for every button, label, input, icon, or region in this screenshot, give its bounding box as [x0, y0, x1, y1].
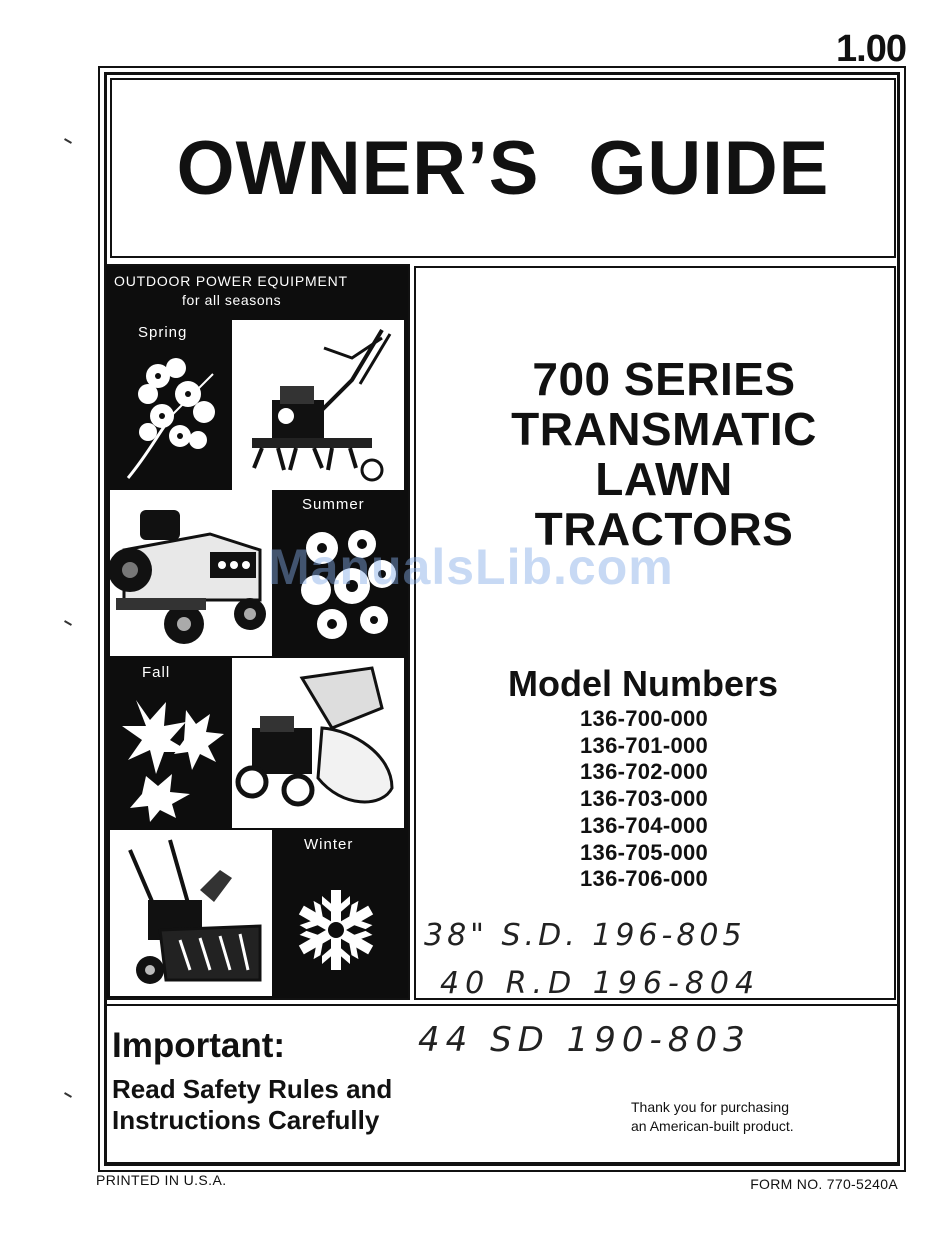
lawn-tractor-icon — [110, 490, 272, 656]
tiller-icon — [232, 320, 404, 490]
handwritten-note-1: 38" S.D. 196-805 — [424, 918, 746, 953]
margin-mark — [64, 620, 72, 626]
season-header-line2: for all seasons — [182, 292, 282, 308]
spring-flower-icon — [118, 354, 228, 482]
season-panel — [104, 264, 410, 1000]
product-title-line2: TRANSMATIC — [511, 403, 817, 455]
form-number: FORM NO. 770-5240A — [750, 1176, 898, 1192]
chipper-photo — [232, 658, 404, 828]
margin-mark — [64, 1092, 72, 1098]
snow-thrower-icon — [110, 830, 272, 996]
handwritten-note-3: 44 SD 190-803 — [418, 1020, 751, 1060]
model-number: 136-704-000 — [580, 812, 709, 838]
model-number: 136-700-000 — [580, 706, 709, 731]
safety-line1: Read Safety Rules and — [112, 1074, 393, 1104]
fall-leaves-icon — [116, 690, 232, 824]
product-title-line3: LAWN — [595, 453, 733, 505]
tiller-photo — [232, 320, 404, 490]
model-number: 136-701-000 — [580, 732, 709, 758]
product-title-line1: 700 SERIES — [532, 353, 796, 405]
season-panel-header — [114, 272, 348, 310]
model-number: 136-706-000 — [580, 866, 709, 892]
model-numbers-list — [580, 706, 708, 893]
product-title-line4: TRACTORS — [534, 503, 794, 555]
season-label-spring: Spring — [138, 324, 188, 341]
handwritten-note-2: 40 R.D 196-804 — [440, 966, 761, 1001]
margin-mark — [64, 138, 72, 144]
document-title: OWNER’S GUIDE — [176, 125, 830, 211]
season-label-winter: Winter — [304, 836, 354, 853]
snowflake-icon — [292, 886, 380, 974]
thanks-line1: Thank you for purchasing — [631, 1099, 789, 1115]
lawn-tractor-photo — [110, 490, 272, 656]
page-number: 1.00 — [836, 28, 906, 70]
title-box — [110, 78, 896, 258]
model-number: 136-702-000 — [580, 759, 709, 785]
season-label-summer: Summer — [302, 496, 365, 513]
thank-you-note — [631, 1098, 794, 1136]
safety-instructions — [112, 1074, 392, 1136]
watermark: ManualsLib.com — [268, 539, 674, 595]
snow-thrower-photo — [110, 830, 272, 996]
model-numbers-heading: Model Numbers — [508, 663, 779, 704]
important-heading: Important: — [112, 1026, 286, 1065]
product-title — [414, 354, 914, 554]
model-number: 136-703-000 — [580, 786, 709, 812]
chipper-shredder-icon — [232, 658, 404, 828]
season-label-fall: Fall — [142, 664, 171, 681]
safety-line2: Instructions Carefully — [112, 1105, 380, 1135]
model-number: 136-705-000 — [580, 839, 709, 865]
thanks-line2: an American-built product. — [631, 1118, 794, 1134]
season-header-line1: OUTDOOR POWER EQUIPMENT — [114, 273, 348, 289]
printed-in-label: PRINTED IN U.S.A. — [96, 1172, 227, 1188]
